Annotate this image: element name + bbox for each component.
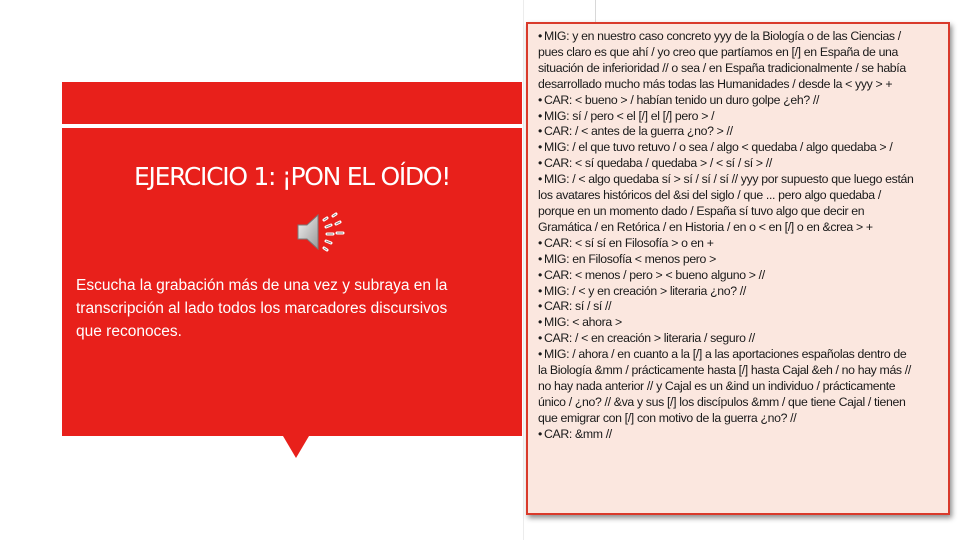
transcript-line: • MIG: / < y en creación > literaria ¿no? // — [538, 284, 942, 300]
instruction-line: Escucha la grabación más de una vez y subraya en la — [76, 277, 448, 294]
instructions-text — [76, 274, 516, 343]
transcript-line: no hay nada anterior // y Cajal es un &ind un individuo / prácticamente — [538, 378, 896, 393]
decorative-divider — [523, 0, 524, 540]
transcript-line: • CAR: sí / sí // — [538, 299, 942, 315]
transcript-line: • MIG: < ahora > — [538, 315, 942, 331]
transcript-line: • MIG: y en nuestro caso concreto yyy de la Biología o de las Ciencias / — [538, 29, 942, 45]
transcript-line: Gramática / en Retórica / en Historia / en o < en [/] o en &crea > + — [538, 219, 873, 234]
transcript-line: desarrollado mucho más todas las Humanidades / desde la < yyy > + — [538, 76, 893, 91]
transcript-line: • CAR: < bueno > / habían tenido un duro golpe ¿eh? // — [538, 93, 942, 109]
transcript-line: situación de inferioridad // o sea / en España tradicionalmente / se había — [538, 60, 906, 75]
instruction-line: que reconoces. — [76, 323, 182, 340]
transcript-line: la Biología &mm / prácticamente hasta [/] hasta Cajal &eh / no hay más // — [538, 363, 911, 378]
transcript-line: • MIG: / < algo quedaba sí > sí / sí / sí // yyy por supuesto que luego están — [538, 172, 942, 188]
transcript-line: • CAR: < sí quedaba / quedaba > / < sí / sí > // — [538, 156, 942, 172]
exercise-panel — [62, 128, 522, 436]
transcript-line: pues claro es que ahí / yo creo que partíamos en [/] en España de una — [538, 44, 899, 59]
transcript-line: • MIG: / el que tuvo retuvo / o sea / algo < quedaba / algo quedaba > / — [538, 140, 942, 156]
transcript-line: • CAR: < sí sí en Filosofía > o en + — [538, 236, 942, 252]
transcript-line: que emigrar con [/] con motivo de la guerra ¿no? // — [538, 410, 797, 425]
transcript-line: • MIG: sí / pero < el [/] el [/] pero > / — [538, 109, 942, 125]
callout-pointer — [283, 436, 309, 458]
transcript-line: • CAR: &mm // — [538, 427, 942, 443]
transcript-line: • CAR: / < antes de la guerra ¿no? > // — [538, 124, 942, 140]
transcript-line: • MIG: / ahora / en cuanto a la [/] a las aportaciones españolas dentro de — [538, 347, 942, 363]
transcript-line: • CAR: / < en creación > literaria / seguro // — [538, 331, 942, 347]
transcript-line: los avatares históricos del &si del siglo / que ... pero algo quedaba / — [538, 188, 881, 203]
slide-title: EJERCICIO 1: ¡PON EL OÍDO! — [134, 162, 450, 191]
transcript-line: • MIG: en Filosofía < menos pero > — [538, 252, 942, 268]
speaker-icon[interactable] — [296, 210, 348, 254]
transcript-line: único / ¿no? // &va y sus [/] los discípulos &mm / que tiene Cajal / tienen — [538, 394, 906, 409]
transcript-line: • CAR: < menos / pero > < bueno alguno > // — [538, 268, 942, 284]
transcript-card — [526, 22, 950, 515]
header-bar — [62, 82, 522, 124]
transcript-line: porque en un momento dado / España sí tuvo algo que decir en — [538, 203, 865, 218]
instruction-line: transcripción al lado todos los marcadores discursivos — [76, 300, 448, 317]
